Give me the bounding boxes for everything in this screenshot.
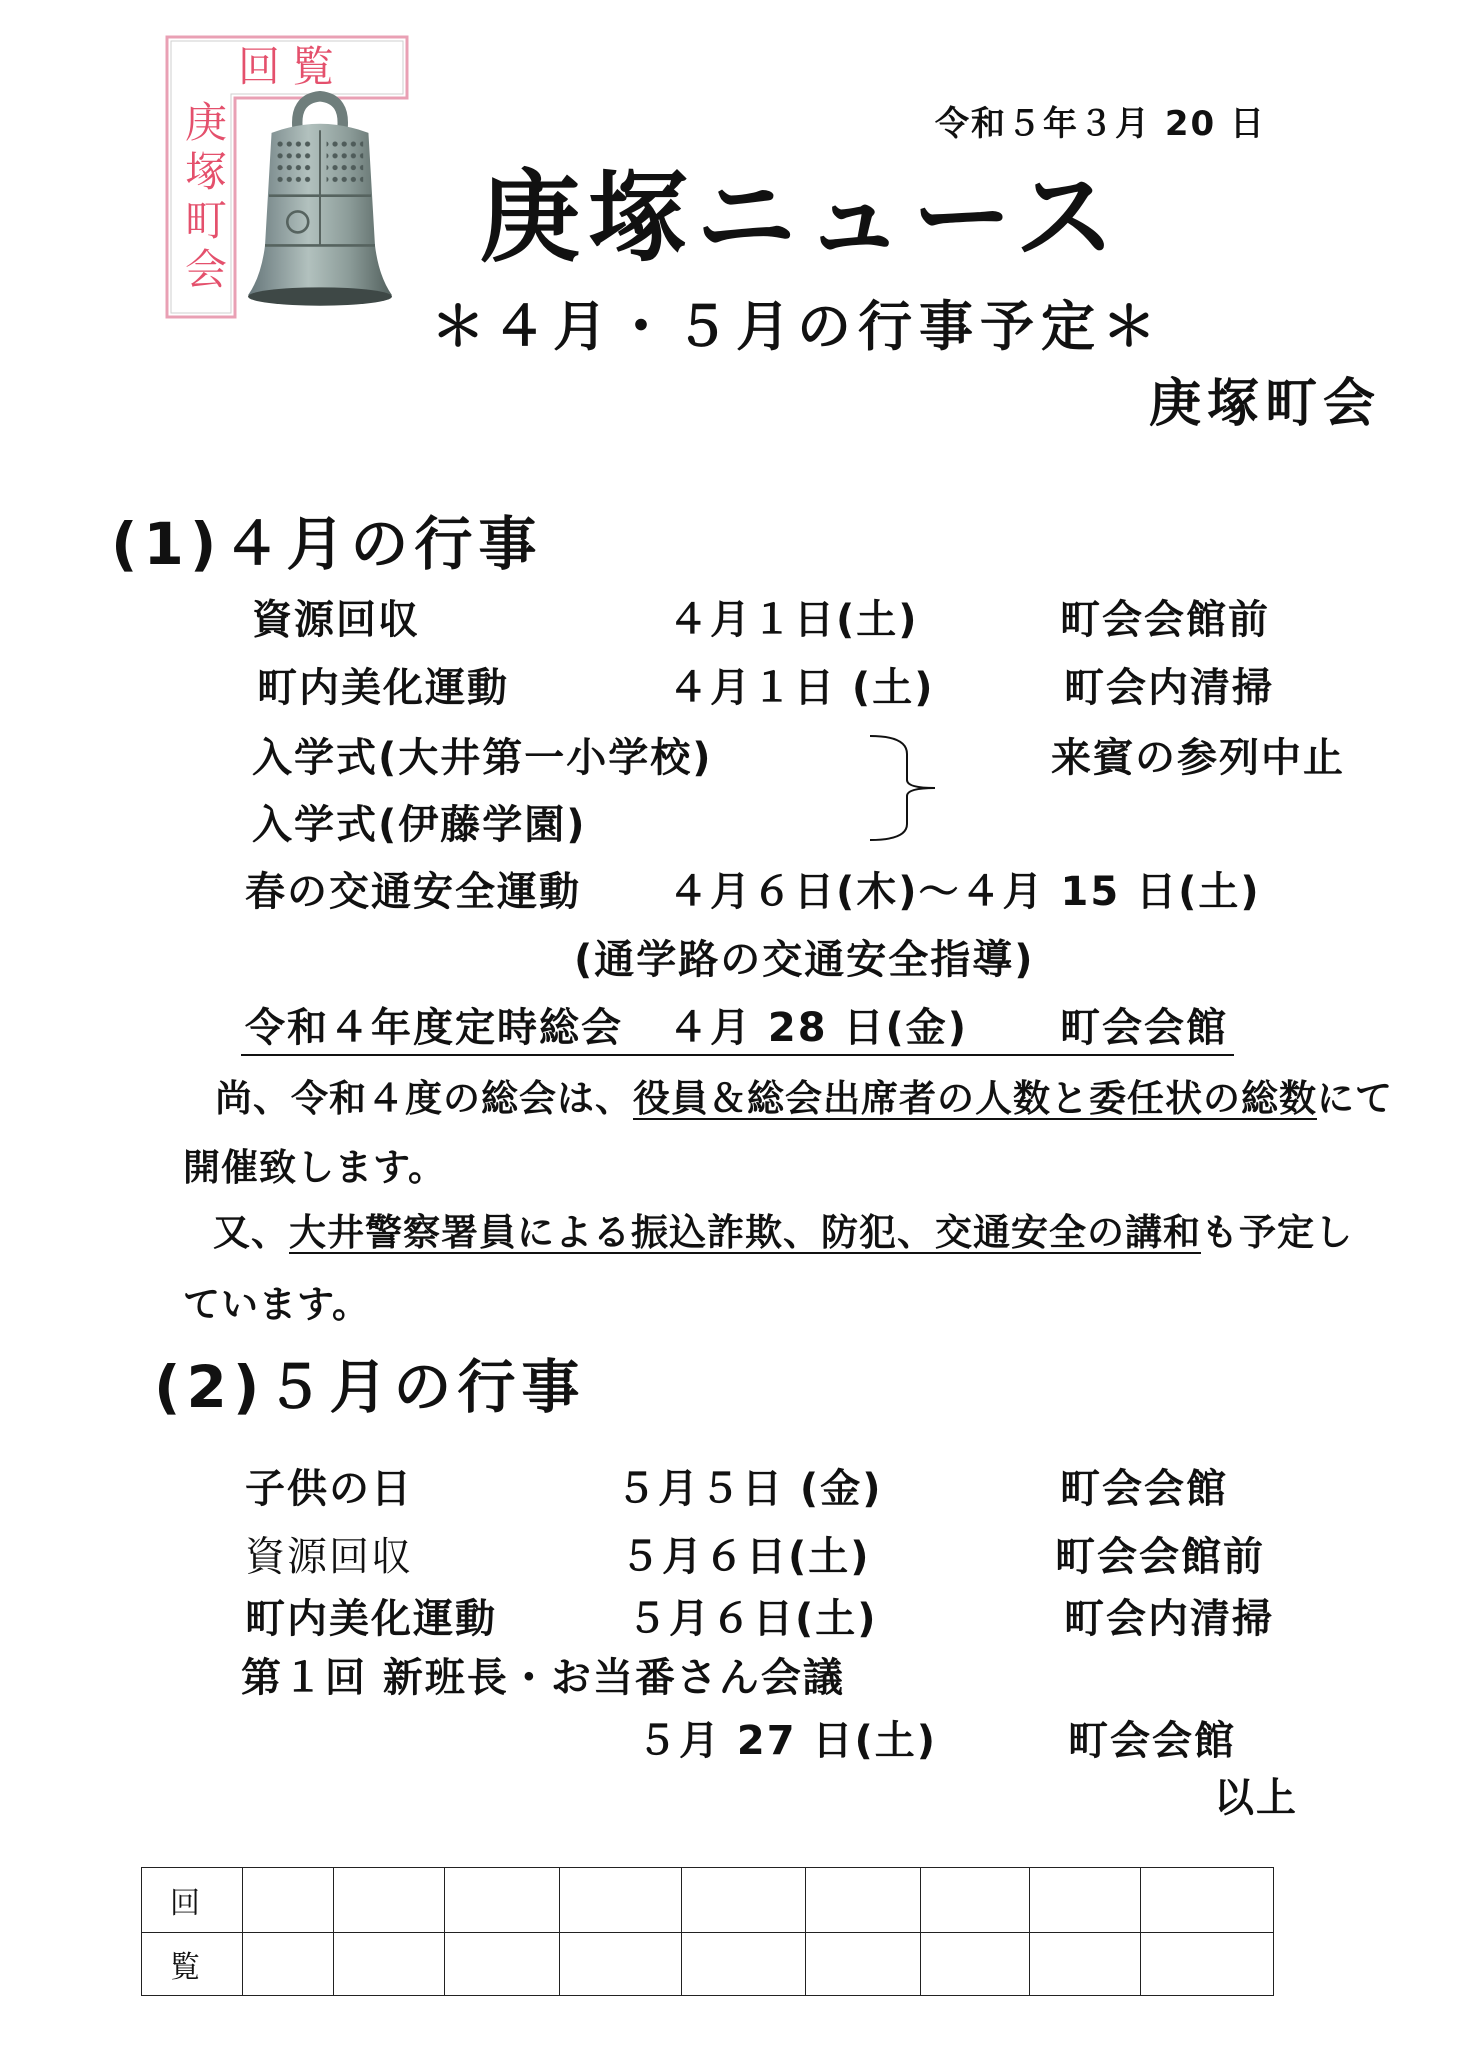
general-meeting-underline [241,1054,1234,1056]
general-meeting-name: 令和４年度定時総会 [245,1005,623,1051]
newsletter-subtitle: ＊４月・５月の行事予定＊ [431,295,1163,358]
circulation-sign-box [560,1868,682,1933]
april-event-name: 入学式(大井第一小学校) [252,735,713,781]
circulation-sign-box [921,1933,1030,1996]
traffic-campaign-note: (通学路の交通安全指導) [574,937,1035,983]
note-text: 又、 [213,1211,289,1254]
circulation-sign-box [682,1933,806,1996]
may-event-date: ５月６日(土) [627,1596,878,1642]
note-underlined-text: 大井警察署員による振込詐欺、防犯、交通安全の講和 [289,1211,1201,1254]
issuer-name: 庚塚町会 [1149,374,1382,434]
may-event-place: 町会会館前 [1055,1534,1265,1580]
circulation-label: 覧 [142,1933,243,1996]
traffic-campaign-date: ４月６日(木)～４月 15 日(土) [668,869,1261,915]
general-meeting-date: ４月 28 日(金) [668,1005,969,1051]
may-event-date: ５月 27 日(土) [637,1718,938,1764]
april-event-place: 町会会館前 [1060,597,1270,643]
temple-bell-icon [248,91,392,307]
circulation-sign-box [334,1933,445,1996]
circulation-sign-box [1141,1868,1274,1933]
traffic-campaign-name: 春の交通安全運動 [245,869,581,915]
circulation-sign-box [682,1868,806,1933]
april-event-date: ４月１日(土) [668,597,919,643]
circulation-sign-box [445,1868,560,1933]
may-event-date: ５月６日(土) [620,1534,871,1580]
may-event-place: 町会会館 [1068,1718,1236,1764]
april-heading: (1)４月の行事 [111,510,543,578]
circulation-sign-box [806,1933,921,1996]
police-talk-note-continuation: ています。 [183,1283,371,1326]
april-event-name: 入学式(伊藤学園) [252,802,587,848]
may-event-date: ５月５日 (金) [616,1466,883,1512]
note-text: 尚、令和４度の総会は、 [215,1077,633,1120]
circulation-sign-box [1030,1868,1141,1933]
circulation-sign-box [921,1868,1030,1933]
note-text: も予定し [1201,1211,1353,1254]
circulation-table [141,1867,1274,1996]
circulation-label: 回 [142,1868,243,1933]
stamp-label: 回覧 [238,42,347,91]
april-event-name: 町内美化運動 [257,665,509,711]
circulation-sign-box [243,1868,334,1933]
circulation-sign-box [445,1933,560,1996]
april-event-name: 資源回収 [252,597,420,643]
may-event-name: 子供の日 [245,1466,413,1512]
meeting-note-continuation: 開催致します。 [183,1146,447,1189]
circulation-sign-box [806,1868,921,1933]
police-talk-note-line [213,1211,1353,1254]
note-text: にて [1317,1077,1393,1120]
general-meeting-place: 町会会館 [1060,1005,1228,1051]
meeting-note-line [215,1077,1393,1120]
april-event-place: 町会内清掃 [1064,665,1274,711]
may-event-name: 町内美化運動 [245,1596,497,1642]
circulation-sign-box [334,1868,445,1933]
may-heading: (2)５月の行事 [154,1353,586,1421]
circulation-sign-box [243,1933,334,1996]
issue-date: 令和５年３月 20 日 [935,104,1266,144]
circulation-sign-box [1030,1933,1141,1996]
stamp-org-name: 庚塚町会 [179,100,228,296]
may-event-name: 資源回収 [245,1534,413,1580]
may-event-name: 第１回 新班長・お当番さん会議 [241,1655,845,1701]
brace-icon [862,732,942,844]
circulation-sign-box [1141,1933,1274,1996]
newsletter-title: 庚塚ニュース [480,159,1123,276]
circulation-sign-box [560,1933,682,1996]
may-event-place: 町会内清掃 [1064,1596,1274,1642]
april-event-date: ４月１日 (土) [668,665,935,711]
may-event-place: 町会会館 [1060,1466,1228,1512]
entrance-ceremony-note: 来賓の参列中止 [1051,735,1345,781]
note-underlined-text: 役員＆総会出席者の人数と委任状の総数 [633,1077,1317,1120]
closing-text: 以上 [1214,1775,1298,1821]
